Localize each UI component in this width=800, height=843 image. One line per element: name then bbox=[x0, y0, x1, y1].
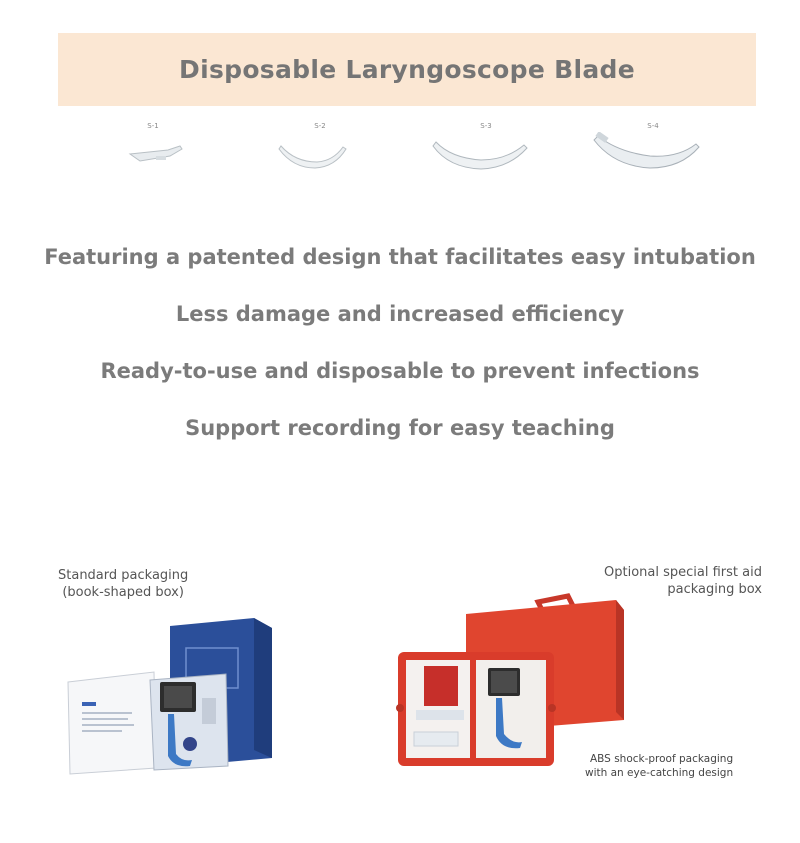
title-banner bbox=[58, 33, 756, 106]
page-title: Disposable Laryngoscope Blade bbox=[179, 55, 635, 84]
feature-item: Less damage and increased efficiency bbox=[175, 302, 625, 326]
blade-s2 bbox=[245, 118, 395, 188]
first-aid-case-image bbox=[388, 588, 633, 770]
blade-size-row bbox=[58, 118, 756, 198]
standard-packaging-caption bbox=[58, 567, 188, 601]
caption-line: packaging box bbox=[667, 582, 762, 597]
caption-line: Optional special first aid bbox=[604, 565, 762, 580]
book-box-image bbox=[62, 618, 282, 778]
blade-s3 bbox=[411, 118, 561, 188]
caption-line: with an eye-catching design bbox=[585, 767, 734, 779]
blade-size-label: S-2 bbox=[314, 122, 326, 130]
feature-item: Ready-to-use and disposable to prevent infections bbox=[100, 359, 700, 383]
feature-item: Support recording for easy teaching bbox=[185, 416, 615, 440]
caption-line: (book-shaped box) bbox=[62, 585, 184, 600]
blade-s2-image bbox=[245, 132, 395, 182]
blade-s3-image bbox=[411, 132, 561, 182]
abs-packaging-caption bbox=[585, 752, 733, 780]
caption-line: Standard packaging bbox=[58, 568, 189, 583]
blade-s1-image bbox=[78, 132, 228, 182]
blade-size-label: S-1 bbox=[147, 122, 159, 130]
feature-list bbox=[0, 238, 800, 466]
blade-s1 bbox=[78, 118, 228, 188]
feature-item: Featuring a patented design that facilitates easy intubation bbox=[44, 245, 756, 269]
blade-s4 bbox=[578, 118, 728, 188]
blade-size-label: S-4 bbox=[647, 122, 659, 130]
blade-s4-image bbox=[578, 132, 728, 182]
caption-line: ABS shock-proof packaging bbox=[589, 753, 734, 765]
blade-size-label: S-3 bbox=[480, 122, 492, 130]
